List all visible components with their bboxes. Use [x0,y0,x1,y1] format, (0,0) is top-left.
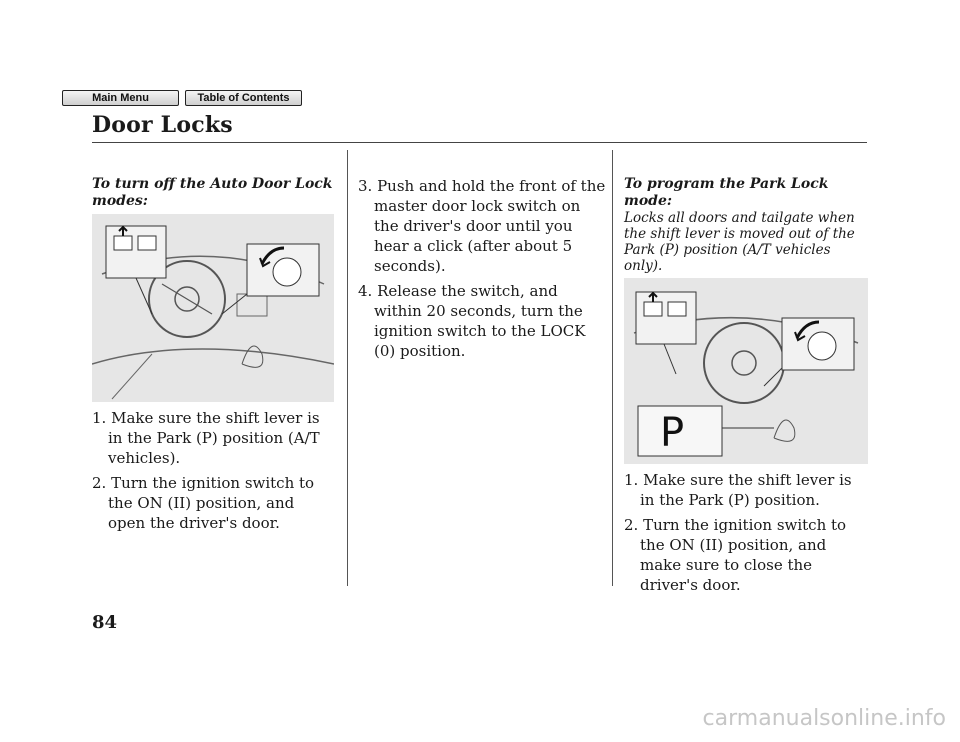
right-column [624,176,868,600]
table-of-contents-button[interactable]: Table of Contents [185,90,302,106]
section-note: Locks all doors and tailgate when the shift lever is moved out of the Park (P) position (A/T vehicles only). [624,210,855,274]
step-item: 3. Push and hold the front of the master door lock switch on the driver's door until you hear a click (after about 5 seconds). [358,177,606,275]
park-position-illustration [624,278,868,464]
step-item: 1. Make sure the shift lever is in the Park (P) position (A/T vehicles). [92,409,320,467]
step-item: 1. Make sure the shift lever is in the Park (P) position. [624,471,852,509]
page-number: 84 [92,612,118,633]
main-menu-button[interactable]: Main Menu [62,90,179,106]
title-rule [92,142,867,143]
step-item: 4. Release the switch, and within 20 seconds, turn the ignition switch to the LOCK (0) position. [358,282,586,360]
section-heading: To program the Park Lock mode: [624,176,829,209]
park-label: P [660,410,685,456]
column-divider [612,150,613,586]
step-item: 2. Turn the ignition switch to the ON (II) position, and make sure to close the driver's door. [624,516,847,594]
dashboard-illustration [92,214,334,402]
left-column [92,176,334,538]
section-heading: To turn off the Auto Door Lock modes: [92,176,333,209]
page-title: Door Locks [92,112,233,138]
column-divider [347,150,348,586]
middle-column [358,176,608,366]
watermark: carmanualsonline.info [702,706,946,731]
step-item: 2. Turn the ignition switch to the ON (II) position, and open the driver's door. [92,474,315,532]
